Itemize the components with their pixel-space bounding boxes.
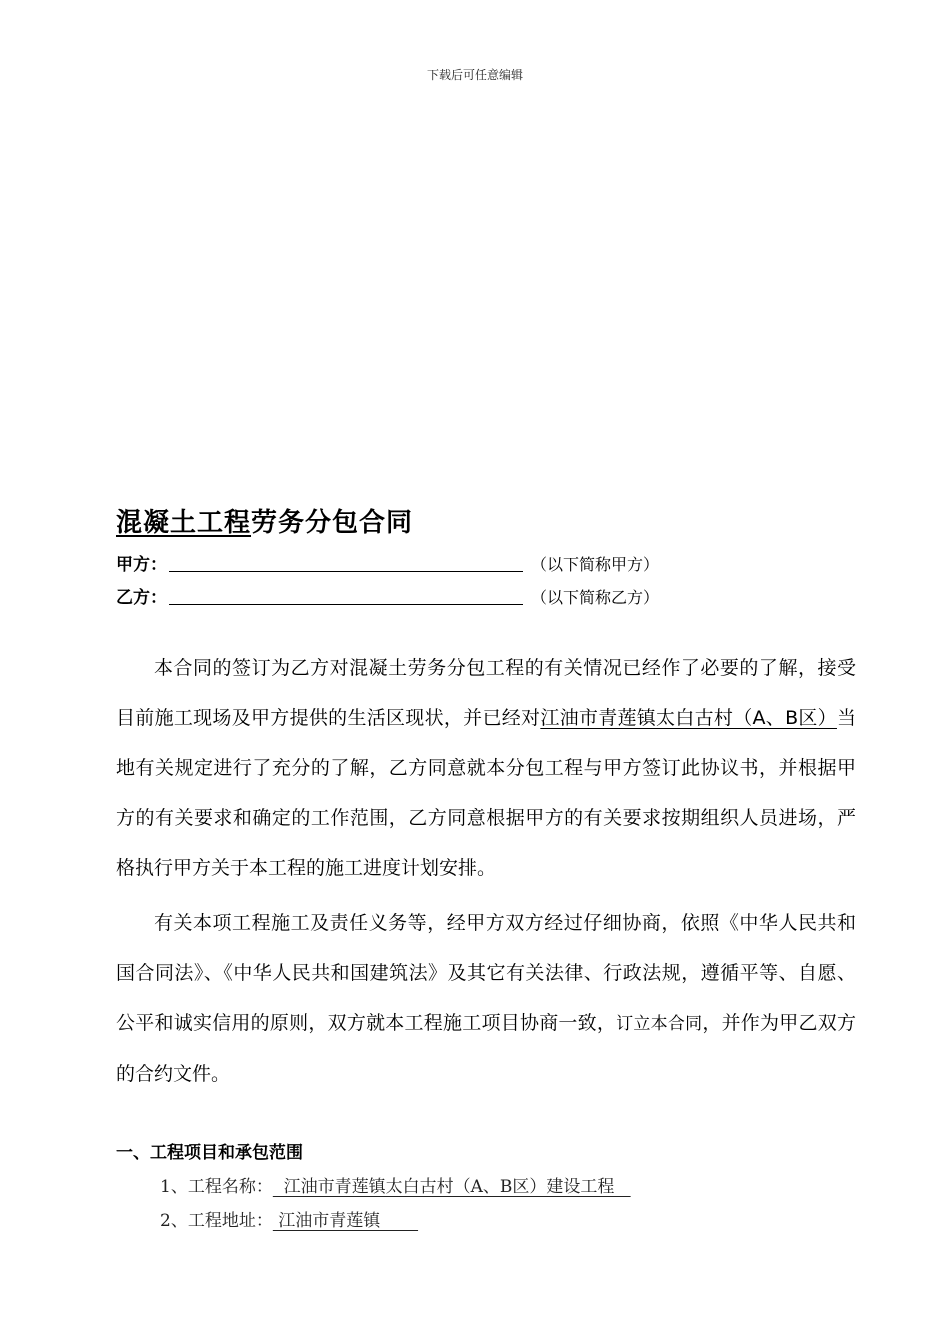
party-b-row (116, 585, 659, 611)
paragraph2-text-a: 有关本项工程施工及责任义务等，经甲方双方经过仔细协商，依照《中华人民共和国合同法》、《中华人民共和国建筑法》及其它有关法律、行政法规，遵循平等、自愿、公平和诚实信用的原则，双方就本工程施工项目协商一致， (116, 912, 856, 1034)
paragraph1-text-a: 本合同的签订为乙方对混凝土劳务分包工程的有关情况已经作了必要的了解，接受目前施工现场及甲方提供的生活区现状，并已经对 (116, 657, 856, 729)
project-name-label: 1、工程名称： (160, 1177, 273, 1197)
party-b-label: 乙方： (116, 588, 167, 608)
project-address-value: 江油市青莲镇 (272, 1211, 419, 1231)
title-rest: 劳务分包合同 (251, 508, 414, 538)
project-name-value: 江油市青莲镇太白古村（A、B区）建设工程 (272, 1177, 631, 1197)
header-note: 下载后可任意编辑 (426, 68, 523, 82)
party-a-row (116, 552, 659, 578)
party-a-blank-field (169, 553, 523, 572)
party-a-note: （以下简称甲方） (531, 555, 660, 574)
party-b-note: （以下简称乙方） (531, 588, 660, 607)
intro-paragraph-1 (116, 643, 856, 893)
paragraph1-project-location: 江油市青莲镇太白古村（A、B区） (540, 707, 837, 729)
paragraph2-serif-text: 订立本合同 (616, 1014, 703, 1034)
document-title (116, 502, 413, 539)
party-b-blank-field (169, 586, 523, 605)
project-address-item (160, 1206, 418, 1231)
project-address-label: 2、工程地址： (160, 1211, 273, 1231)
project-name-item (160, 1172, 631, 1197)
paragraph1-text-b: 当地有关规定进行了充分的了解，乙方同意就本分包工程与甲方签订此协议书，并根据甲方的有关要求和确定的工作范围，乙方同意根据甲方的有关要求按期组织人员进场，严格执行甲方关于本工程的施工进度计划安排。 (116, 707, 856, 879)
paragraph2-text-b: ，并作为甲乙双方的合约文件。 (116, 1012, 856, 1085)
intro-paragraph-2 (116, 898, 856, 1099)
party-a-label: 甲方： (116, 555, 167, 575)
title-underlined-part: 混凝土工程 (116, 508, 252, 538)
section-1-heading: 一、工程项目和承包范围 (116, 1143, 303, 1163)
